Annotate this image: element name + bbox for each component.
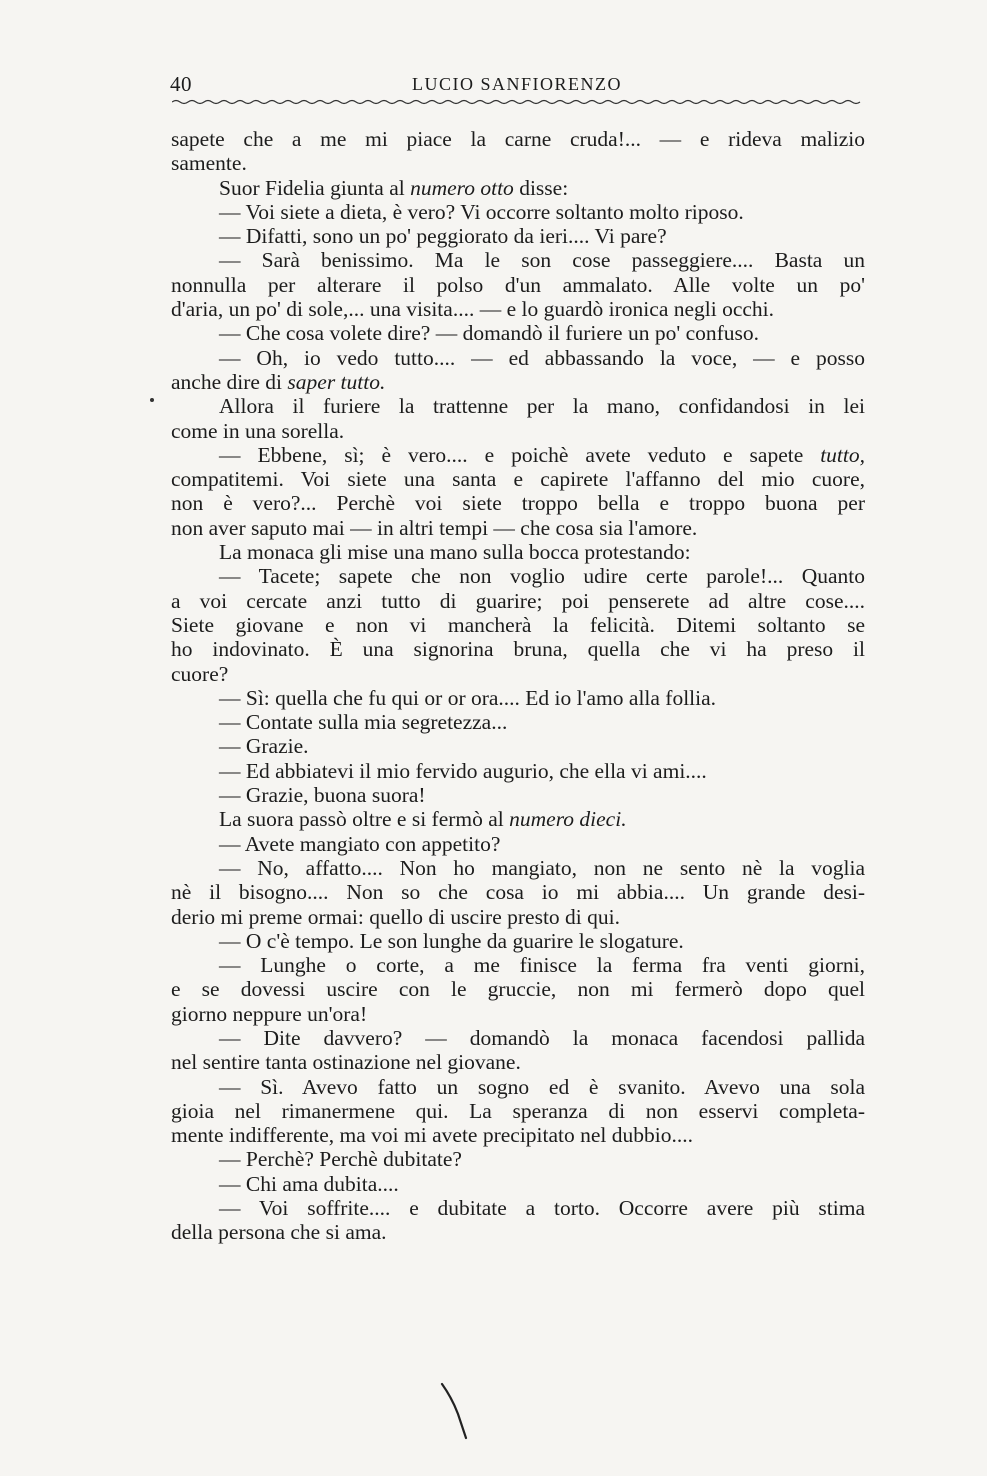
text-run: — Grazie. [219, 734, 309, 759]
text-run: anche dire di [171, 369, 288, 394]
text-run: — Voi soffrite.... e dubitate a torto. Occorre avere più stima [219, 1196, 865, 1221]
text-run: d'aria, un po' di sole,... una visita.... — e lo guardò ironica negli occhi. [171, 297, 775, 322]
page-number: 40 [170, 72, 192, 96]
text-run: — Dite davvero? — domandò la monaca facendosi pallida [219, 1025, 865, 1050]
text-run: — Sarà benissimo. Ma le son cose passeggiere.... Basta un [219, 248, 865, 273]
body-text [171, 127, 865, 1245]
text-run: come in una sorella. [171, 418, 345, 443]
text-line [171, 394, 865, 418]
text-line [171, 832, 865, 856]
text-run: non aver saputo mai — in altri tempi — che cosa sia l'amore. [171, 515, 698, 540]
text-run: mente indifferente, ma voi mi avete precipitato nel dubbio.... [171, 1123, 694, 1148]
text-run: — No, affatto.... Non ho mangiato, non ne sento nè la voglia [219, 855, 865, 880]
text-line [171, 443, 865, 467]
text-line [171, 200, 865, 224]
text-run: — Chi ama dubita.... [219, 1171, 399, 1196]
text-run: a voi cercate anzi tutto di guarire; poi penserete ad altre cose.... [171, 588, 865, 613]
text-line [171, 224, 865, 248]
text-line [171, 248, 865, 272]
text-line [171, 127, 865, 151]
text-line [171, 1196, 865, 1220]
text-line [171, 1026, 865, 1050]
text-run: — Voi siete a dieta, è vero? Vi occorre soltanto molto riposo. [219, 199, 744, 224]
text-run: sapete che a me mi piace la carne cruda!... — e rideva malizio [171, 127, 865, 151]
text-line [171, 856, 865, 880]
text-run: samente. [171, 151, 247, 176]
text-run: Suor Fidelia giunta al [219, 175, 411, 200]
text-line [171, 977, 865, 1001]
text-line [171, 1099, 865, 1123]
text-line [171, 1220, 865, 1244]
text-line [171, 370, 865, 394]
text-run: — Contate sulla mia segretezza... [219, 710, 508, 735]
text-line [171, 540, 865, 564]
text-run: disse: [513, 175, 569, 200]
text-line [171, 467, 865, 491]
text-line [171, 734, 865, 758]
text-line [171, 1123, 865, 1147]
text-line [171, 953, 865, 977]
text-run: La suora passò oltre e si fermò al [219, 807, 510, 832]
ornamental-rule [172, 98, 864, 110]
italic-phrase: numero otto [410, 175, 514, 200]
text-line [171, 151, 865, 175]
text-line [171, 1075, 865, 1099]
text-line [171, 929, 865, 953]
text-line [171, 273, 865, 297]
italic-phrase: saper tutto. [287, 369, 386, 394]
text-run: compatitemi. Voi siete una santa e capirete l'affanno del mio cuore, [171, 467, 865, 492]
text-run: nonnulla per alterare il polso d'un ammalato. Alle volte un po' [171, 272, 865, 297]
text-line [171, 880, 865, 904]
text-run: derio mi preme ormai: quello di uscire presto di qui. [171, 904, 621, 929]
text-line [171, 321, 865, 345]
text-run: — Lunghe o corte, a me finisce la ferma fra venti giorni, [219, 953, 865, 978]
text-line [171, 637, 865, 661]
text-run: La monaca gli mise una mano sulla bocca protestando: [219, 540, 691, 565]
text-run: — Oh, io vedo tutto.... — ed abbassando la voce, — e posso [219, 345, 865, 370]
text-run: — Sì. Avevo fatto un sogno ed è svanito. Avevo una sola [219, 1074, 865, 1099]
text-run: — Che cosa volete dire? — domandò il furiere un po' confuso. [219, 321, 760, 346]
text-run: Allora il furiere la trattenne per la mano, confidandosi in lei [219, 394, 865, 419]
text-run: cuore? [171, 661, 229, 686]
text-run: — Perchè? Perchè dubitate? [219, 1147, 462, 1172]
text-run: ho indovinato. È una signorina bruna, quella che vi ha preso il [171, 637, 865, 662]
text-line [171, 297, 865, 321]
text-line [171, 783, 865, 807]
text-line [171, 905, 865, 929]
text-run: — Grazie, buona suora! [219, 783, 426, 808]
text-line [171, 419, 865, 443]
text-line [171, 176, 865, 200]
running-title: LUCIO SANFIORENZO [412, 74, 622, 94]
text-line [171, 589, 865, 613]
text-line [171, 1002, 865, 1026]
italic-phrase: numero dieci. [509, 807, 627, 832]
text-line [171, 491, 865, 515]
text-run: — Difatti, sono un po' peggiorato da ieri.... Vi pare? [219, 224, 667, 249]
text-line [171, 1147, 865, 1171]
text-run: — Ebbene, sì; è vero.... e poichè avete veduto e sapete [219, 442, 821, 467]
text-run: — Avete mangiato con appetito? [219, 831, 501, 856]
text-run: — Ed abbiatevi il mio fervido augurio, che ella vi ami.... [219, 758, 707, 783]
text-run: nel sentire tanta ostinazione nel giovane. [171, 1050, 521, 1075]
text-line [171, 1172, 865, 1196]
text-line [171, 613, 865, 637]
text-line [171, 710, 865, 734]
italic-phrase: tutto, [820, 442, 865, 467]
text-run: nè il bisogno.... Non so che cosa io mi abbia.... Un grande desi- [171, 880, 865, 905]
printer-mark [430, 1380, 480, 1440]
text-run: non è vero?... Perchè voi siete troppo bella e troppo buona per [171, 491, 865, 516]
text-line [171, 807, 865, 831]
text-run: della persona che si ama. [171, 1220, 387, 1245]
text-line [171, 686, 865, 710]
text-line [171, 516, 865, 540]
text-run: — Tacete; sapete che non voglio udire certe parole!... Quanto [219, 564, 865, 589]
text-line [171, 1050, 865, 1074]
ink-speck [150, 398, 154, 402]
text-run: — O c'è tempo. Le son lunghe da guarire le slogature. [219, 928, 684, 953]
text-line [171, 662, 865, 686]
text-line [171, 346, 865, 370]
text-line [171, 564, 865, 588]
text-run: giorno neppure un'ora! [171, 1001, 368, 1026]
text-run: Siete giovane e non vi mancherà la felicità. Ditemi soltanto se [171, 612, 865, 637]
text-run: gioia nel rimanermene qui. La speranza di non esservi completa- [171, 1098, 865, 1123]
text-line [171, 759, 865, 783]
text-run: e se dovessi uscire con le gruccie, non mi fermerò dopo quel [171, 977, 865, 1002]
text-run: — Sì: quella che fu qui or or ora.... Ed io l'amo alla follia. [219, 685, 717, 710]
